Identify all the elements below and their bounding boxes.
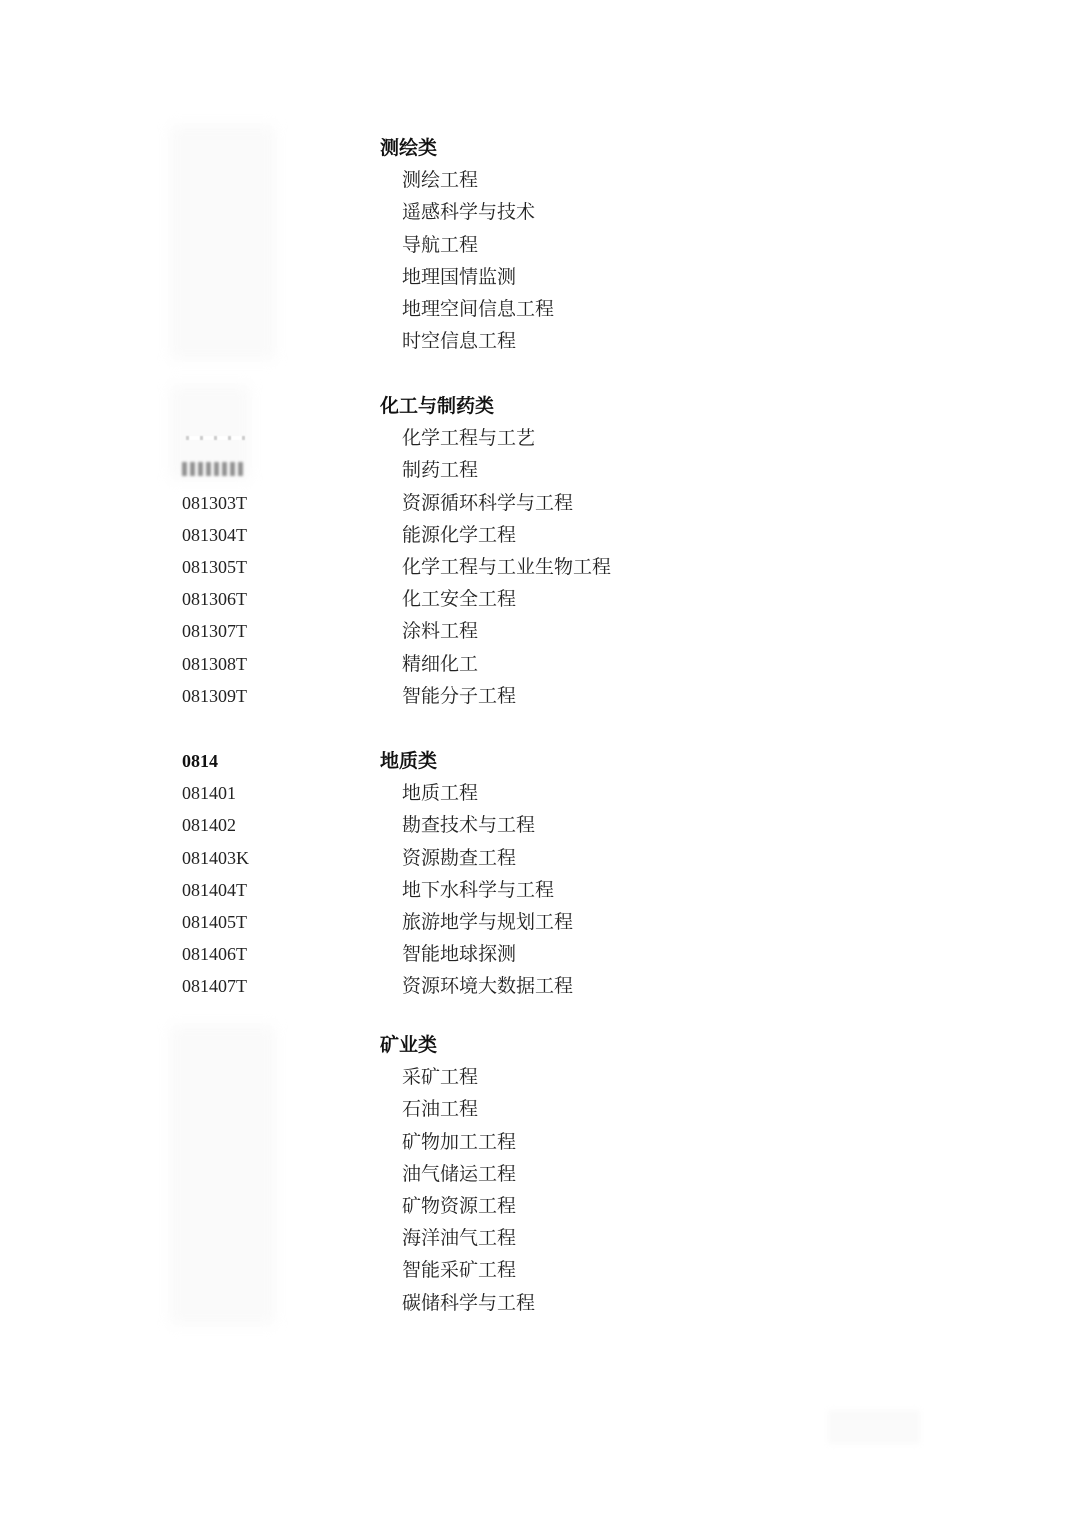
section-geology <box>0 745 1080 1003</box>
major-name: 旅游地学与规划工程 <box>402 910 574 933</box>
major-name: 测绘工程 <box>402 169 479 192</box>
section-title: 地质类 <box>380 750 438 772</box>
section-heading <box>0 1029 1080 1061</box>
major-code: 081304T <box>182 524 247 545</box>
section-mining <box>0 1029 1080 1319</box>
major-name: 石油工程 <box>402 1098 479 1121</box>
major-code: 081407T <box>182 976 247 997</box>
list-item <box>0 1093 1080 1125</box>
list-item <box>0 938 1080 970</box>
major-name: 遥感科学与技术 <box>402 201 536 224</box>
major-name: 采矿工程 <box>402 1066 479 1089</box>
list-item <box>0 164 1080 196</box>
major-code: 081306T <box>182 589 247 610</box>
major-code: 081308T <box>182 653 247 674</box>
major-name: 油气储运工程 <box>402 1162 517 1185</box>
major-name: 资源环境大数据工程 <box>402 975 574 998</box>
major-code: 081309T <box>182 685 247 706</box>
major-name: 碳储科学与工程 <box>402 1291 536 1314</box>
list-item <box>0 842 1080 874</box>
major-name: 化学工程与工艺 <box>402 427 536 450</box>
major-name: 资源循环科学与工程 <box>402 491 574 514</box>
major-code: 081402 <box>182 815 236 836</box>
major-code: 081305T <box>182 556 247 577</box>
major-code: 081307T <box>182 621 247 642</box>
section-title: 矿业类 <box>380 1034 438 1056</box>
section-chemical-pharma <box>0 390 1080 712</box>
list-item <box>0 551 1080 583</box>
list-item <box>0 809 1080 841</box>
major-name: 资源勘查工程 <box>402 846 517 869</box>
major-name: 地质工程 <box>402 782 479 805</box>
major-code: 081303T <box>182 492 247 513</box>
list-item <box>0 519 1080 551</box>
major-name: 涂料工程 <box>402 620 479 643</box>
major-name: 地理空间信息工程 <box>402 297 555 320</box>
major-name: 地下水科学与工程 <box>402 878 555 901</box>
major-name: 矿物资源工程 <box>402 1194 517 1217</box>
major-name: 时空信息工程 <box>402 330 517 353</box>
major-code: 081404T <box>182 879 247 900</box>
section-code: 0814 <box>182 751 218 771</box>
list-item <box>0 970 1080 1002</box>
major-name: 智能分子工程 <box>402 684 517 707</box>
list-item <box>0 422 1080 454</box>
list-item <box>0 648 1080 680</box>
list-item <box>0 229 1080 261</box>
section-surveying <box>0 132 1080 357</box>
list-item <box>0 1061 1080 1093</box>
list-item <box>0 1158 1080 1190</box>
major-name: 制药工程 <box>402 459 479 482</box>
major-code: 081401 <box>182 783 236 804</box>
list-item <box>0 874 1080 906</box>
list-item <box>0 487 1080 519</box>
list-item <box>0 1287 1080 1319</box>
list-item <box>0 680 1080 712</box>
major-code: 081405T <box>182 911 247 932</box>
section-heading <box>0 132 1080 164</box>
section-title: 化工与制药类 <box>380 395 495 417</box>
page-footer-blur <box>828 1410 920 1444</box>
major-name: 海洋油气工程 <box>402 1227 517 1250</box>
section-heading <box>0 390 1080 422</box>
list-item <box>0 196 1080 228</box>
major-name: 化学工程与工业生物工程 <box>402 555 612 578</box>
section-title: 测绘类 <box>380 137 438 159</box>
list-item <box>0 615 1080 647</box>
major-name: 矿物加工工程 <box>402 1130 517 1153</box>
list-item <box>0 583 1080 615</box>
list-item <box>0 777 1080 809</box>
section-heading <box>0 745 1080 777</box>
list-item <box>0 1126 1080 1158</box>
major-name: 精细化工 <box>402 652 479 675</box>
major-name: 导航工程 <box>402 233 479 256</box>
list-item <box>0 293 1080 325</box>
major-name: 智能采矿工程 <box>402 1259 517 1282</box>
major-name: 智能地球探测 <box>402 943 517 966</box>
major-name: 勘查技术与工程 <box>402 814 536 837</box>
major-name: 能源化学工程 <box>402 523 517 546</box>
list-item <box>0 454 1080 486</box>
major-code: 081403K <box>182 847 249 868</box>
list-item <box>0 325 1080 357</box>
list-item <box>0 906 1080 938</box>
list-item <box>0 1190 1080 1222</box>
major-code: 081406T <box>182 944 247 965</box>
major-name: 化工安全工程 <box>402 588 517 611</box>
major-name: 地理国情监测 <box>402 265 517 288</box>
list-item <box>0 261 1080 293</box>
list-item <box>0 1222 1080 1254</box>
list-item <box>0 1254 1080 1286</box>
